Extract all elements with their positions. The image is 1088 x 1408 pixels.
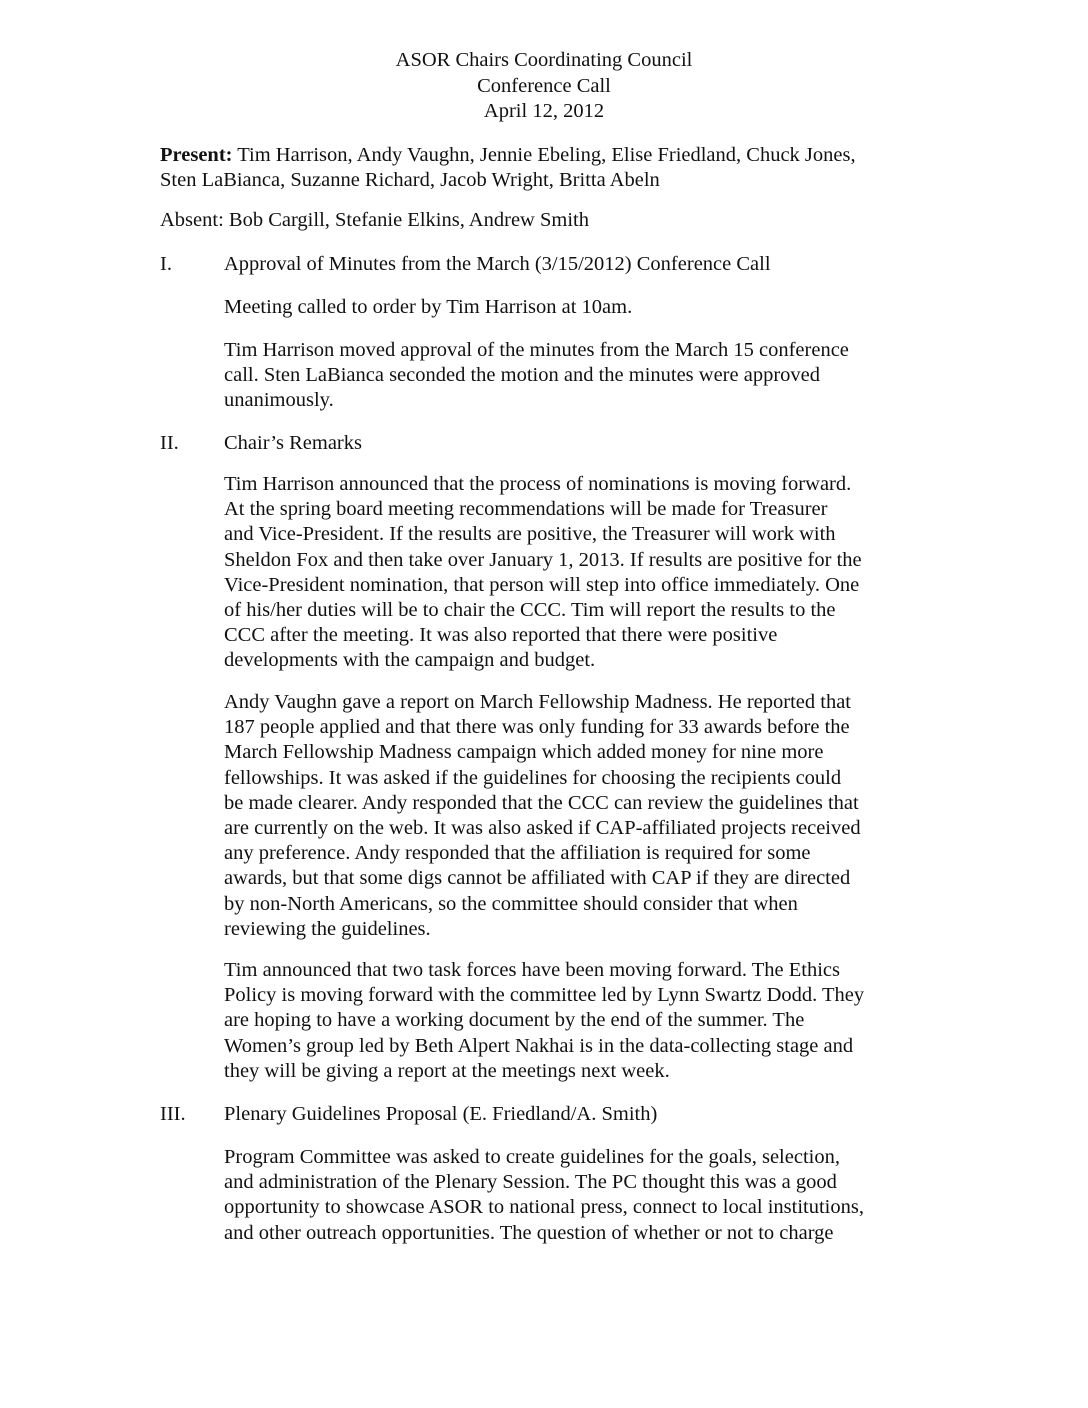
meeting-date: April 12, 2012 [483, 100, 605, 122]
absent-line: Absent: Bob Cargill, Stefanie Elkins, Andrew Smith [160, 209, 589, 231]
paragraph-line: 187 people applied and that there was only funding for 33 awards before the [224, 716, 850, 739]
paragraph-line: Program Committee was asked to create guidelines for the goals, selection, [224, 1146, 840, 1168]
paragraph-line: unanimously. [224, 389, 334, 412]
paragraph-line: are hoping to have a working document by the end of the summer. The [224, 1009, 805, 1032]
paragraph-line: fellowships. It was asked if the guidelines for choosing the recipients could [224, 766, 842, 789]
paragraph-line: any preference. Andy responded that the affiliation is required for some [224, 842, 811, 865]
paragraph-line: Tim announced that two task forces have been moving forward. The Ethics [224, 959, 840, 981]
present-names-line: Tim Harrison, Andy Vaughn, Jennie Ebeling, Elise Friedland, Chuck Jones, [232, 144, 856, 166]
paragraph-line: Meeting called to order by Tim Harrison at 10am. [224, 296, 633, 318]
paragraph-line: Tim Harrison announced that the process of nominations is moving forward. [224, 473, 852, 495]
paragraph-line: call. Sten LaBianca seconded the motion and the minutes were approved [224, 364, 821, 387]
paragraph-line: Policy is moving forward with the committee led by Lynn Swartz Dodd. They [224, 984, 865, 1007]
document-header [0, 48, 1088, 125]
paragraph-line: and Vice-President. If the results are positive, the Treasurer will work with [224, 523, 836, 546]
paragraph-line: At the spring board meeting recommendations will be made for Treasurer [224, 498, 828, 521]
section-paragraph [224, 472, 862, 674]
paragraph-line: they will be giving a report at the meetings next week. [224, 1059, 670, 1082]
section-heading: Plenary Guidelines Proposal (E. Friedland/A. Smith) [224, 1103, 658, 1125]
section-number: III. [160, 1103, 186, 1125]
paragraph-line: Sheldon Fox and then take over January 1, 2013. If results are positive for the [224, 548, 862, 571]
paragraph-line: reviewing the guidelines. [224, 917, 431, 940]
paragraph-line: Tim Harrison moved approval of the minutes from the March 15 conference [224, 339, 849, 361]
paragraph-line: and administration of the Plenary Session. The PC thought this was a good [224, 1171, 837, 1194]
section-paragraph [224, 1145, 864, 1246]
section-heading: Chair’s Remarks [224, 432, 362, 454]
section-number: I. [160, 253, 172, 275]
present-label: Present: [160, 144, 233, 166]
section-heading: Approval of Minutes from the March (3/15/2012) Conference Call [224, 253, 771, 275]
paragraph-line: and other outreach opportunities. The question of whether or not to charge [224, 1221, 834, 1244]
paragraph-line: Vice-President nomination, that person will step into office immediately. One [224, 573, 860, 596]
organization-title: ASOR Chairs Coordinating Council [395, 49, 693, 71]
section-paragraph [224, 338, 849, 414]
paragraph-line: by non-North Americans, so the committee should consider that when [224, 892, 798, 915]
present-paragraph [160, 143, 856, 193]
meeting-type: Conference Call [477, 74, 611, 97]
paragraph-line: awards, but that some digs cannot be affiliated with CAP if they are directed [224, 867, 851, 890]
present-names-line: Sten LaBianca, Suzanne Richard, Jacob Wright, Britta Abeln [160, 169, 660, 192]
paragraph-line: March Fellowship Madness campaign which added money for nine more [224, 741, 824, 764]
section-paragraph [224, 690, 861, 942]
paragraph-line: developments with the campaign and budget. [224, 649, 596, 672]
absent-paragraph [160, 208, 589, 233]
paragraph-line: of his/her duties will be to chair the CCC. Tim will report the results to the [224, 599, 836, 622]
paragraph-line: are currently on the web. It was also asked if CAP-affiliated projects received [224, 817, 861, 840]
paragraph-line: Andy Vaughn gave a report on March Fellowship Madness. He reported that [224, 691, 852, 713]
paragraph-line: opportunity to showcase ASOR to national press, connect to local institutions, [224, 1196, 864, 1219]
section-paragraph [224, 958, 864, 1084]
section-paragraph [224, 295, 632, 320]
paragraph-line: be made clearer. Andy responded that the CCC can review the guidelines that [224, 791, 859, 814]
paragraph-line: CCC after the meeting. It was also reported that there were positive [224, 624, 778, 647]
paragraph-line: Women’s group led by Beth Alpert Nakhai is in the data-collecting stage and [224, 1034, 854, 1057]
section-number: II. [160, 432, 179, 454]
